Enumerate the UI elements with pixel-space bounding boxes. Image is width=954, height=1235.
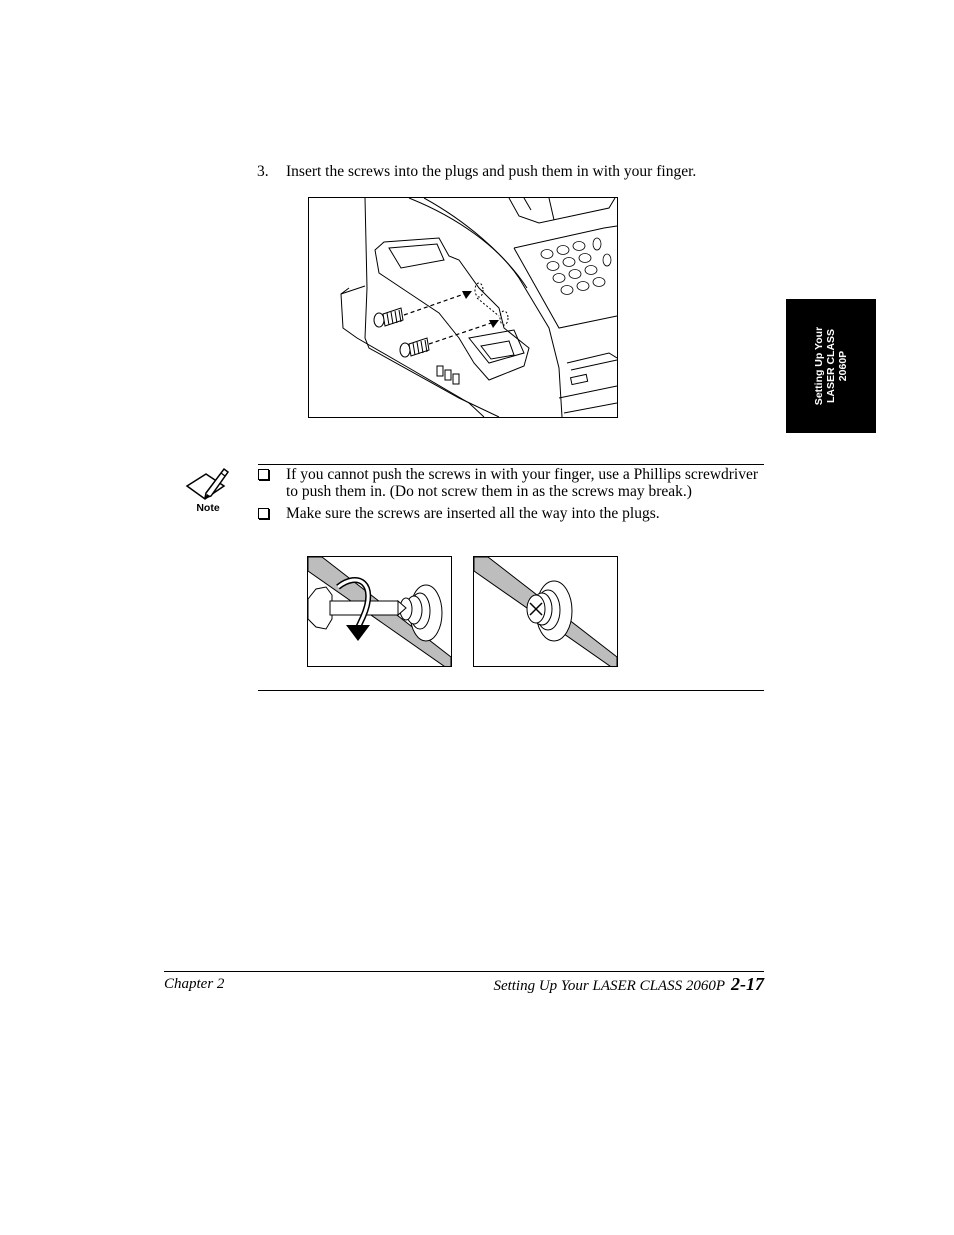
note-label: Note — [196, 502, 220, 514]
note-top-rule — [258, 464, 764, 465]
step-number: 3. — [257, 163, 269, 180]
step-text: Insert the screws into the plugs and push them in with your finger. — [286, 163, 697, 180]
footer-chapter: Chapter 2 — [164, 976, 225, 992]
chapter-side-tab — [786, 299, 876, 433]
step-3 — [257, 162, 767, 182]
note-bottom-rule — [258, 690, 764, 691]
note-item-text: Make sure the screws are inserted all the way into the plugs. — [286, 505, 660, 522]
checkbox-bullet-icon — [258, 508, 269, 519]
footer-title: Setting Up Your LASER CLASS 2060P — [493, 978, 725, 994]
note-item-text: If you cannot push the screws in with your finger, use a Phillips screwdriver to push them in. (Do not screw them in as the screws may break.) — [286, 466, 759, 500]
fax-machine-drawing — [309, 198, 617, 417]
side-tab-line: Setting Up Your — [813, 326, 825, 406]
side-tab-line: 2060P — [837, 350, 849, 382]
side-tab-line: LASER CLASS — [825, 328, 837, 404]
footer-rule — [164, 971, 764, 972]
incorrect-screwdriver-illustration — [307, 556, 452, 667]
pencil-on-paper-icon — [184, 466, 230, 502]
note-item — [258, 505, 764, 522]
footer-title-block — [493, 974, 764, 995]
note-list — [258, 466, 764, 527]
correct-insertion-illustration — [473, 556, 618, 667]
page-number: 2-17 — [731, 974, 764, 994]
handset-holder-illustration — [308, 197, 618, 418]
side-tab-text — [813, 327, 849, 405]
note-item — [258, 466, 764, 500]
checkbox-bullet-icon — [258, 469, 269, 480]
